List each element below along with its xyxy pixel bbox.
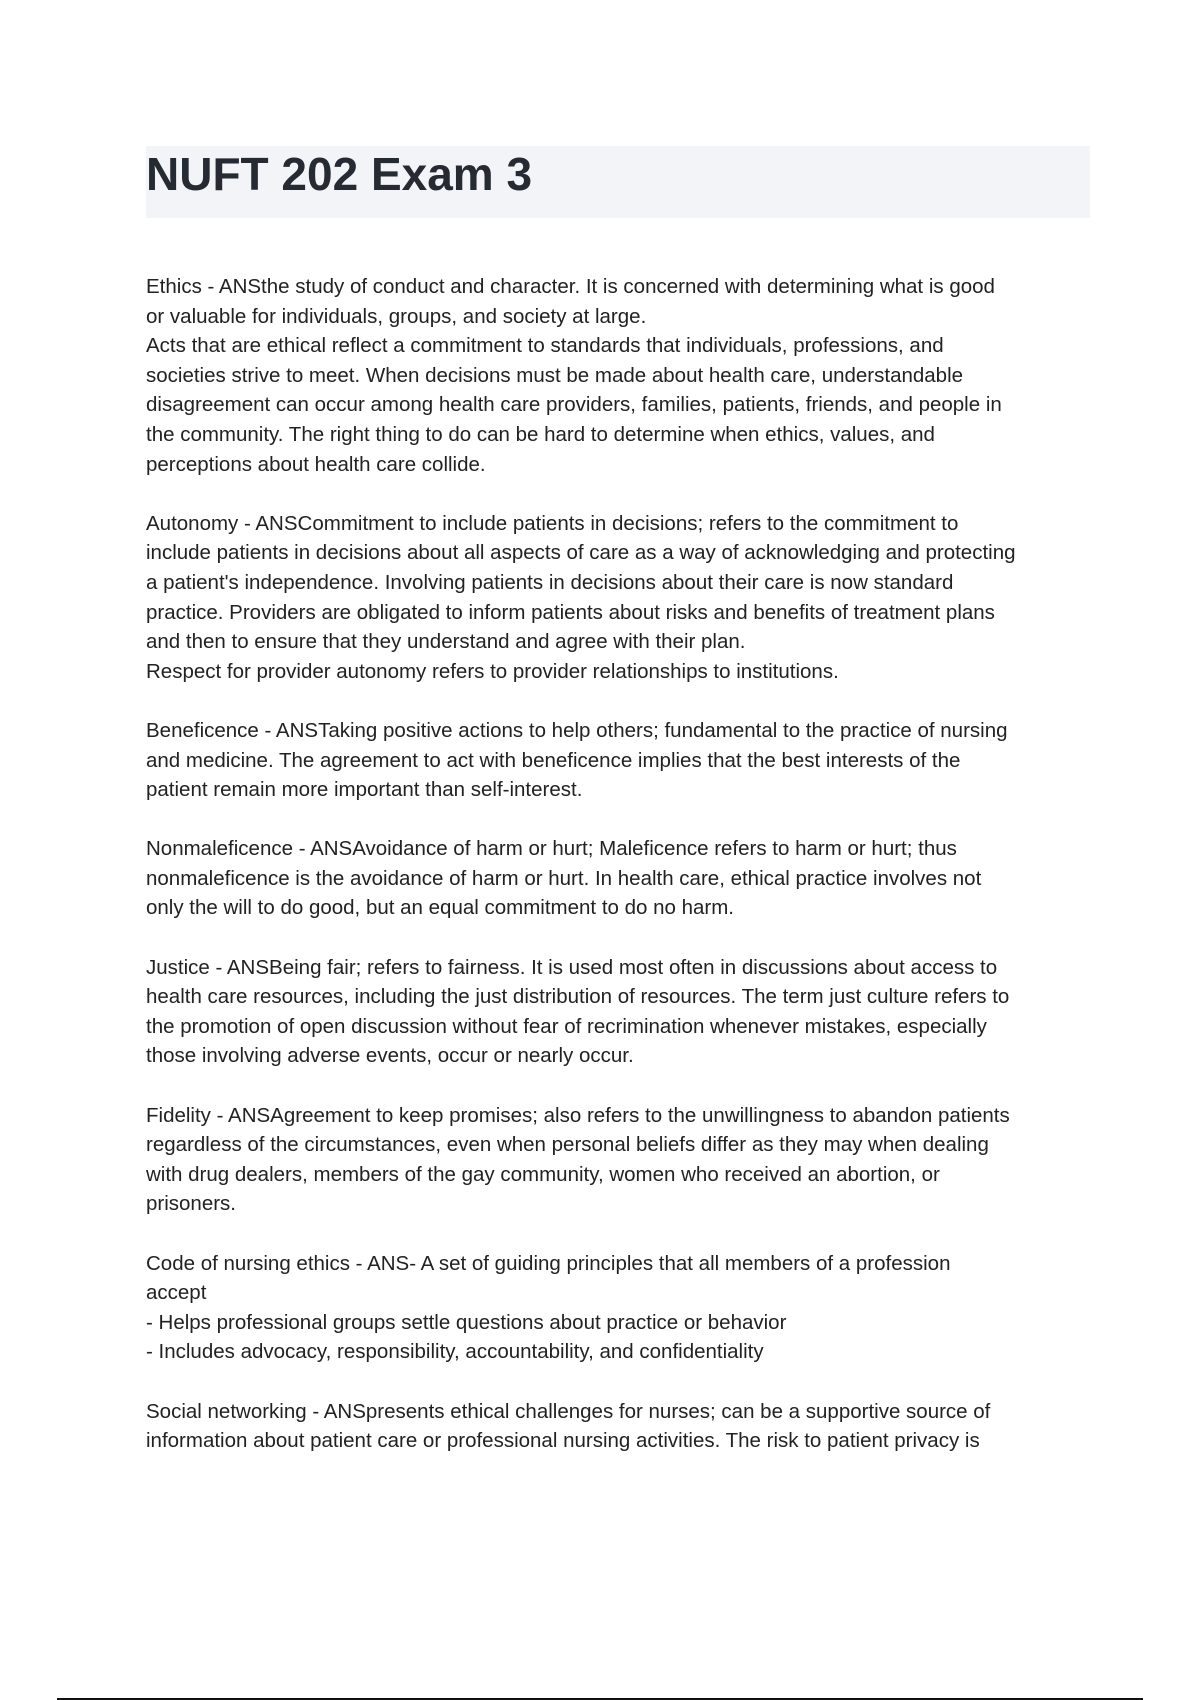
text-line: perceptions about health care collide. <box>146 452 486 476</box>
text-line: Nonmaleficence - ANSAvoidance of harm or hurt; Maleficence refers to harm or hurt; thus <box>146 837 957 861</box>
text-line: and then to ensure that they understand and agree with their plan. <box>146 630 746 654</box>
text-line: health care resources, including the just distribution of resources. The term just culture refers to <box>146 985 1010 1009</box>
text-line: nonmaleficence is the avoidance of harm or hurt. In health care, ethical practice involves not <box>146 866 982 890</box>
text-line: and medicine. The agreement to act with beneficence implies that the best interests of the <box>146 748 961 772</box>
entry-social-networking <box>146 1397 1106 1456</box>
entry-beneficence <box>146 716 1106 805</box>
text-line: prisoners. <box>146 1192 237 1216</box>
text-line: only the will to do good, but an equal commitment to do no harm. <box>146 896 735 920</box>
text-line: those involving adverse events, occur or nearly occur. <box>146 1044 634 1068</box>
text-line: Beneficence - ANSTaking positive actions to help others; fundamental to the practice of nursing <box>146 718 1008 742</box>
document-body <box>146 272 1106 1485</box>
text-line: societies strive to meet. When decisions must be made about health care, understandable <box>146 363 964 387</box>
text-line: Social networking - ANSpresents ethical challenges for nurses; can be a supportive source of <box>146 1399 991 1423</box>
text-line: Fidelity - ANSAgreement to keep promises; also refers to the unwillingness to abandon patients <box>146 1103 1010 1127</box>
text-line: the community. The right thing to do can be hard to determine when ethics, values, and <box>146 422 935 446</box>
entry-fidelity <box>146 1101 1106 1219</box>
text-line: regardless of the circumstances, even when personal beliefs differ as they may when dealing <box>146 1133 989 1157</box>
text-line: disagreement can occur among health care providers, families, patients, friends, and people in <box>146 393 1002 417</box>
text-line: Justice - ANSBeing fair; refers to fairness. It is used most often in discussions about access to <box>146 955 998 979</box>
text-line: - Helps professional groups settle questions about practice or behavior <box>146 1310 787 1334</box>
text-line: Acts that are ethical reflect a commitment to standards that individuals, professions, and <box>146 334 944 358</box>
entry-autonomy <box>146 509 1106 687</box>
entry-ethics <box>146 272 1106 479</box>
text-line: Respect for provider autonomy refers to provider relationships to institutions. <box>146 659 839 683</box>
text-line: Autonomy - ANSCommitment to include patients in decisions; refers to the commitment to <box>146 511 959 535</box>
text-line: Code of nursing ethics - ANS- A set of guiding principles that all members of a profession <box>146 1251 951 1275</box>
text-line: or valuable for individuals, groups, and society at large. <box>146 304 647 328</box>
text-line: a patient's independence. Involving patients in decisions about their care is now standard <box>146 570 954 594</box>
entry-justice <box>146 953 1106 1071</box>
text-line: the promotion of open discussion without fear of recrimination whenever mistakes, especially <box>146 1014 987 1038</box>
page-title: NUFT 202 Exam 3 <box>146 148 533 200</box>
text-line: accept <box>146 1281 207 1305</box>
text-line: - Includes advocacy, responsibility, accountability, and confidentiality <box>146 1340 764 1364</box>
text-line: information about patient care or professional nursing activities. The risk to patient privacy is <box>146 1429 980 1453</box>
text-line: include patients in decisions about all aspects of care as a way of acknowledging and protecting <box>146 541 1016 565</box>
text-line: with drug dealers, members of the gay community, women who received an abortion, or <box>146 1162 940 1186</box>
entry-code-of-nursing-ethics <box>146 1249 1106 1367</box>
text-line: patient remain more important than self-interest. <box>146 778 583 802</box>
text-line: practice. Providers are obligated to inform patients about risks and benefits of treatment plans <box>146 600 995 624</box>
text-line: Ethics - ANSthe study of conduct and character. It is concerned with determining what is good <box>146 275 995 298</box>
entry-nonmaleficence <box>146 834 1106 923</box>
